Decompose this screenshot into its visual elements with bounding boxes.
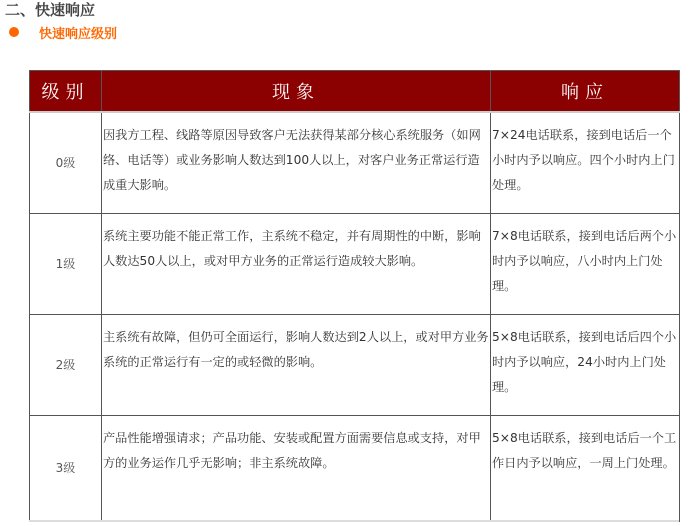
response-cell: 5×8电话联系，接到电话后一个工作日内予以响应，一周上门处理。 [491, 416, 680, 522]
subtitle-row [9, 22, 117, 42]
level-cell: 2级 [30, 315, 102, 416]
header-level: 级别 [30, 71, 102, 113]
header-phenomenon: 现象 [102, 71, 491, 113]
response-cell: 5×8电话联系，接到电话后四个小时内予以响应，24小时内上门处理。 [491, 315, 680, 416]
level-cell: 0级 [30, 112, 102, 214]
phenomenon-cell: 系统主要功能不能正常工作，主系统不稳定，并有周期性的中断，影响人数达50人以上，或对甲方业务的正常运行造成较大影响。 [102, 214, 491, 315]
phenomenon-cell: 产品性能增强请求；产品功能、安装或配置方面需要信息或支持，对甲方的业务运作几乎无影响；非主系统故障。 [102, 416, 491, 522]
response-cell: 7×24电话联系，接到电话后一个小时内予以响应。四个小时内上门处理。 [491, 112, 680, 214]
response-cell: 7×8电话联系，接到电话后两个小时内予以响应，八小时内上门处理。 [491, 214, 680, 315]
subtitle: 快速响应级别 [39, 26, 118, 42]
table-header-row [30, 71, 680, 113]
table-row [30, 315, 680, 416]
level-cell: 3级 [30, 416, 102, 522]
table-row [30, 214, 680, 315]
section-title: 二、快速响应 [5, 1, 96, 19]
level-cell: 1级 [30, 214, 102, 315]
phenomenon-cell: 主系统有故障，但仍可全面运行，影响人数达到2人以上，或对甲方业务系统的正常运行有一定的或轻微的影响。 [102, 315, 491, 416]
header-response: 响应 [491, 71, 680, 113]
bullet-icon [9, 27, 19, 37]
table-row [30, 112, 680, 214]
table-row [30, 416, 680, 522]
phenomenon-cell: 因我方工程、线路等原因导致客户无法获得某部分核心系统服务（如网络、电话等）或业务影响人数达到100人以上，对客户业务正常运行造成重大影响。 [102, 112, 491, 214]
response-level-table [29, 70, 680, 522]
bottom-divider [29, 520, 679, 522]
